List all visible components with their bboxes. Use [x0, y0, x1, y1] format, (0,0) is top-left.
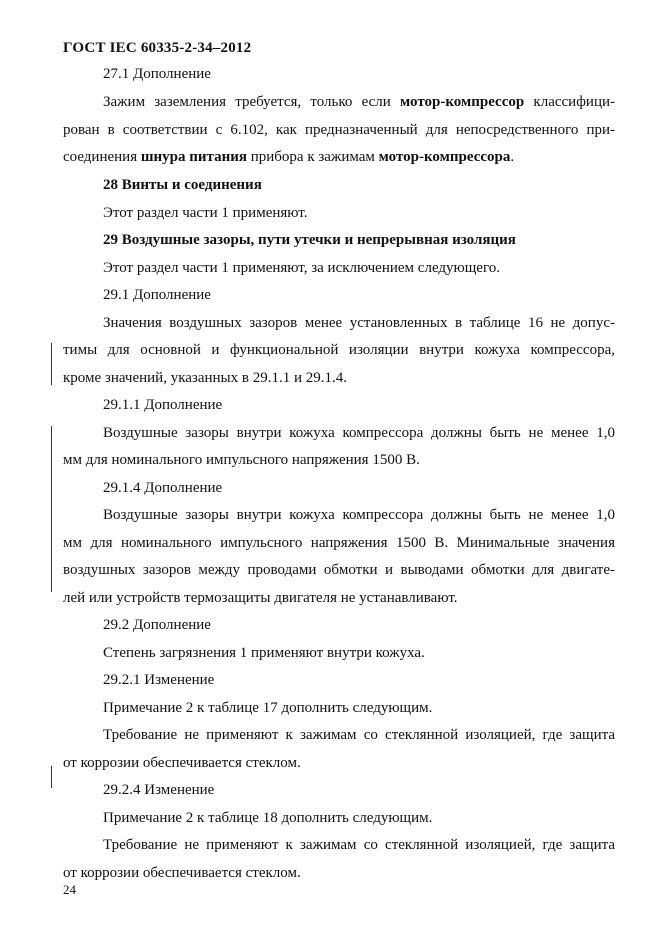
clause-29-1-line-1: Значения воздушных зазоров менее установленных в таблице 16 не допус- — [103, 315, 615, 331]
clause-27-1-line-1: Зажим заземления требуется, только если мотор-компрессор классифици- — [103, 94, 615, 110]
clause-29-1-1-line-2: мм для номинального импульсного напряжения 1500 В. — [63, 452, 420, 468]
section-28-text: Этот раздел части 1 применяют. — [103, 205, 308, 221]
term-motor-compressor: мотор-компрессор — [400, 94, 525, 110]
clause-27-1-title: 27.1 Дополнение — [103, 66, 211, 82]
page-header: ГОСТ IEC 60335-2-34–2012 — [63, 40, 252, 56]
clause-29-2-4-line-1: Примечание 2 к таблице 18 дополнить следующим. — [103, 810, 433, 826]
section-29-title: 29 Воздушные зазоры, пути утечки и непрерывная изоляция — [103, 232, 516, 248]
term-motor-compressor: мотор-компрессора — [378, 149, 511, 165]
clause-29-2-4-line-2: Требование не применяют к зажимам со стеклянной изоляцией, где защита — [103, 837, 615, 853]
change-bar — [51, 426, 52, 592]
clause-29-1-4-line-1: Воздушные зазоры внутри кожуха компрессора должны быть не менее 1,0 — [103, 507, 615, 523]
clause-29-2-1-line-2: Требование не применяют к зажимам со стеклянной изоляцией, где защита — [103, 727, 615, 743]
page-number: 24 — [63, 882, 76, 897]
clause-29-2-4-title: 29.2.4 Изменение — [103, 782, 215, 798]
clause-29-2-1-line-3: от коррозии обеспечивается стеклом. — [63, 755, 301, 771]
clause-29-1-4-title: 29.1.4 Дополнение — [103, 480, 223, 496]
clause-29-1-4-line-3: воздушных зазоров между проводами обмотки и выводами обмотки для двигате- — [63, 562, 615, 578]
clause-29-2-1-title: 29.2.1 Изменение — [103, 672, 215, 688]
clause-29-2-text: Степень загрязнения 1 применяют внутри кожуха. — [103, 645, 425, 661]
clause-29-1-line-2: тимы для основной и функциональной изоляции внутри кожуха компрессора, — [63, 342, 615, 358]
clause-29-1-1-title: 29.1.1 Дополнение — [103, 397, 223, 413]
clause-29-1-4-line-2: мм для номинального импульсного напряжения 1500 В. Минимальные значения — [63, 535, 615, 551]
section-28-title: 28 Винты и соединения — [103, 177, 262, 193]
term-supply-cord: шнура питания — [140, 149, 247, 165]
change-bar — [51, 766, 52, 788]
clause-29-1-line-3: кроме значений, указанных в 29.1.1 и 29.1.4. — [63, 370, 347, 386]
change-bar — [51, 343, 52, 385]
clause-29-2-4-line-3: от коррозии обеспечивается стеклом. — [63, 865, 301, 881]
clause-29-1-4-line-4: лей или устройств термозащиты двигателя не устанавливают. — [63, 590, 458, 606]
clause-27-1-line-3: соединения шнура питания прибора к зажимам мотор-компрессора. — [63, 149, 515, 165]
clause-29-1-1-line-1: Воздушные зазоры внутри кожуха компрессора должны быть не менее 1,0 — [103, 425, 615, 441]
section-29-text: Этот раздел части 1 применяют, за исключением следующего. — [103, 260, 500, 276]
clause-29-1-title: 29.1 Дополнение — [103, 287, 211, 303]
clause-29-2-1-line-1: Примечание 2 к таблице 17 дополнить следующим. — [103, 700, 433, 716]
clause-29-2-title: 29.2 Дополнение — [103, 617, 211, 633]
clause-27-1-line-2: рован в соответствии с 6.102, как предназначенный для непосредственного при- — [63, 122, 615, 138]
